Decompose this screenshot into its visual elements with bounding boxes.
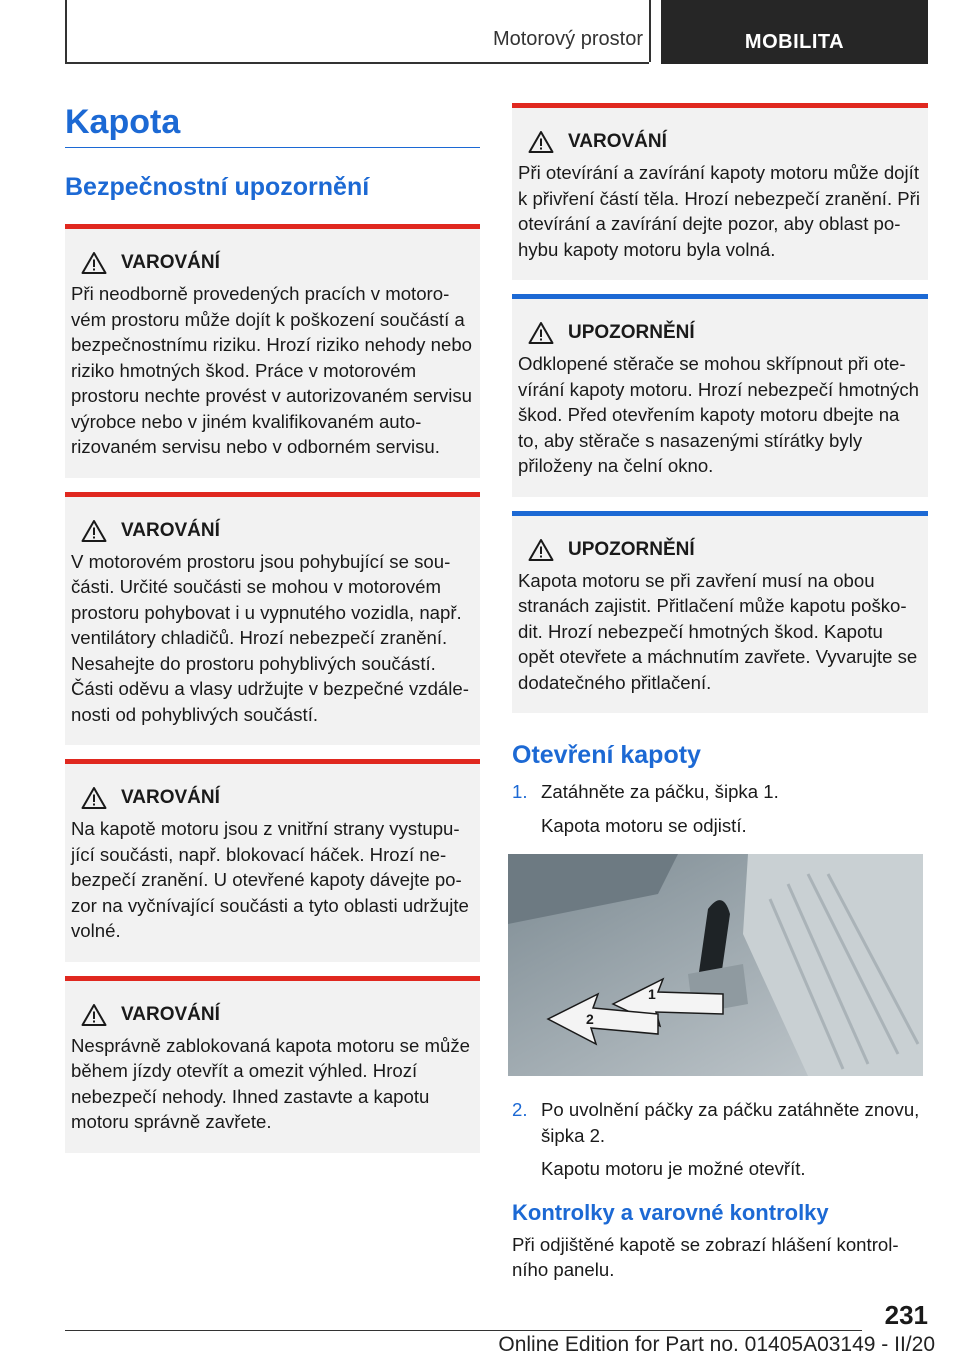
caution-box [512, 511, 928, 714]
indicator-lights-heading: Kontrolky a varovné kontrolky [512, 1199, 829, 1225]
warning-title: VAROVÁNÍ [121, 252, 220, 273]
page-number: 231 [884, 1300, 928, 1330]
step-number: 1. [512, 781, 528, 802]
step-text: Zatáhněte za páčku, šipka 1. [541, 781, 779, 802]
caution-text: Odklopené stěrače se mohou skřípnout při otevírání kapoty motoru. Hrozí nebezpečí hmotných škod. Před otevřením kapoty motoru dbejte na to, aby stěrače s nasazenými stírátky byly přiloženy na čelní okno. [518, 353, 919, 476]
warning-text: V motorovém prostoru jsou pohybující se součásti. Určité součásti se mohou v motorovém prostoru pohybovat i u vypnutého vozidla, např. ventilátory chladičů. Hrozí nebezpečí zranění. Nesahejte do prostoru pohyblivých součástí. Části oděvu a vlasy udržujte v bezpečné vzdálenosti od pohyblivých součástí. [71, 550, 469, 725]
arrow-2-label: 2 [586, 1011, 594, 1027]
arrow-1-label: 1 [648, 986, 656, 1002]
warning-text: Při neodborně provedených pracích v motorovém prostoru může dojít k poškození součástí a bezpečnostnímu riziku. Hrozí riziko nehody nebo riziko hmotných škod. Práce v motorovém prostoru nechte provést v autorizovaném servisu výrobce nebo v jiném kvalifikovaném autorizovaném servisu nebo v odborném servisu. [71, 283, 473, 457]
page-header [65, 0, 928, 64]
warning-title: VAROVÁNÍ [568, 131, 667, 152]
caution-box [512, 294, 928, 497]
open-hood-heading: Otevření kapoty [512, 741, 701, 769]
step-text: Po uvolnění páčky za páčku zatáhněte znovu, šipka 2. [541, 1099, 920, 1146]
step-1 [512, 779, 928, 805]
warning-box [65, 976, 480, 1153]
warning-title: VAROVÁNÍ [121, 519, 220, 541]
warning-triangle-icon [81, 251, 107, 275]
step-2-result: Kapotu motoru je možné otevřít. [541, 1158, 806, 1179]
warning-title: VAROVÁNÍ [121, 787, 220, 808]
caution-triangle-icon [528, 538, 554, 562]
warning-box [65, 492, 480, 746]
header-section-name: Motorový prostor [492, 28, 643, 50]
footer-edition: Online Edition for Part no. 01405A03149 - II/20 [498, 1333, 935, 1356]
title-underline [65, 147, 480, 148]
caution-triangle-icon [528, 321, 554, 345]
warning-title: VAROVÁNÍ [121, 1003, 220, 1025]
footer-divider [65, 1330, 862, 1331]
header-divider [649, 0, 651, 62]
step-1-result: Kapota motoru se odjistí. [541, 814, 747, 836]
warning-triangle-icon [528, 130, 554, 154]
caution-text: Kapota motoru se při zavření musí na obou stranách zajistit. Přitlačení může kapotu poškodit. Hrozí nebezpečí hmotných škod. Kapotu opět otevřete a máchnutím zavřete. Vyvarujte se dodatečného přitlačení. [518, 569, 918, 693]
step-2 [512, 1097, 928, 1148]
hood-release-lever-illustration [508, 854, 923, 1076]
indicator-lights-text: Při odjištěné kapotě se zobrazí hlášení kontrolního panelu. [512, 1233, 899, 1280]
caution-title: UPOZORNĚNÍ [568, 322, 695, 343]
page-title: Kapota [65, 103, 181, 141]
warning-text: Při otevírání a zavírání kapoty motoru může dojít k přivření částí těla. Hrozí nebezpečí zranění. Při otevírání a zavírání dejte pozor, aby oblast pohybu kapoty motoru byla volná. [518, 162, 921, 260]
warning-triangle-icon [81, 1003, 107, 1027]
left-column [65, 100, 480, 1167]
warning-box [65, 759, 480, 962]
warning-text: Nesprávně zablokovaná kapota motoru se může během jízdy otevřít a omezit výhled. Hrozí nebezpečí nehody. Ihned zastavte a kapotu motoru správně zavřete. [71, 1034, 470, 1132]
section-title: Bezpečnostní upozornění [65, 173, 370, 201]
right-column [512, 103, 928, 1283]
warning-triangle-icon [81, 519, 107, 543]
warning-text: Na kapotě motoru jsou z vnitřní strany vystupující součásti, např. blokovací háček. Hrozí nebezpečí zranění. U otevřené kapoty dávejte pozor na vyčnívající součásti a tyto oblasti udržujte volné. [71, 818, 469, 941]
step-number: 2. [512, 1099, 528, 1120]
warning-triangle-icon [81, 786, 107, 810]
header-chapter-tab: MOBILITA [661, 0, 928, 64]
caution-title: UPOZORNĚNÍ [568, 538, 695, 560]
warning-box [65, 224, 480, 478]
warning-box [512, 103, 928, 280]
